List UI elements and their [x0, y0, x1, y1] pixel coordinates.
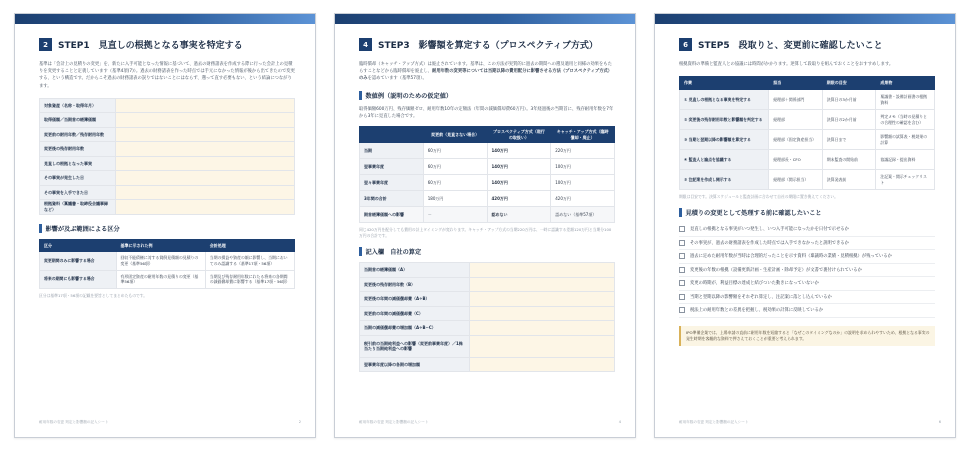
entry-field[interactable] — [116, 200, 295, 215]
table-note: 同じ420万円を配分しても費用の計上タイミングが変わります。キャッチ・アップ方式の当期220万円は、一時に認識する差額120万円と当期分100万円の合計です。 — [359, 227, 612, 239]
intro-emphasis: 耐用年数の変更等については当期以降の費用配分に影響させる方法（プロスペクティブ方式）のみ — [359, 69, 613, 82]
form-row — [40, 171, 295, 186]
form-row — [360, 306, 615, 321]
checklist-text: 当期と翌期以降の影響額をそれぞれ算定し、注記案に落とし込んでいるか — [690, 294, 832, 300]
impact-table — [39, 239, 295, 289]
table-note: 区分は基準17項・56項の記載を要旨としてまとめたものです。 — [39, 292, 148, 298]
form-row — [40, 127, 295, 142]
form-row — [360, 292, 615, 307]
form-label: 変更前の年間の減価償却費（C） — [360, 306, 470, 321]
form-label: 取得価額／当期首の帳簿価額 — [40, 113, 116, 128]
row-header: 当期 — [360, 143, 424, 159]
table-row — [680, 110, 935, 130]
page-header-bar — [335, 14, 635, 24]
form-row — [40, 185, 295, 200]
column-header: 区分 — [40, 239, 117, 252]
row-header: 3年間の合計 — [360, 191, 424, 207]
calculation-entry-form — [359, 262, 615, 372]
entry-field[interactable] — [470, 321, 615, 336]
table-row — [680, 150, 935, 170]
row-header: ③ 当期と翌期以降の影響額を算定する — [680, 130, 769, 150]
entry-field[interactable] — [116, 98, 295, 113]
table-row — [360, 207, 615, 223]
entry-field[interactable] — [116, 142, 295, 157]
table-cell: 注記案・開示チェックリスト — [876, 170, 935, 190]
form-label: 変更後の年間の減価償却費（A÷B） — [360, 292, 470, 307]
table-row — [40, 252, 295, 270]
table-cell: 経理部（開示担当） — [769, 170, 823, 190]
table-cell: 回収不能債権に対する貸倒見積額の見積りの変更（基準56項） — [116, 252, 205, 270]
entry-field[interactable] — [470, 277, 615, 292]
intro-paragraph: 基準は「会計上の見積りの変更」を、新たに入手可能となった情報に基づいて、過去の財務諸表を作成する際に行った会計上の見積りを変更することと定義しています（基準4項(7)）。過去の財務諸表を作った時点では手元になかった情報が後から出てきたので変更する、という構造です。だからこそ過去の財務諸表の誤りではないことにはならず、遡って直す必要もない、という結論につながります。 — [39, 62, 295, 89]
column-header: キャッチ・アップ方式（臨時償却・廃止） — [551, 127, 615, 143]
section-heading — [679, 208, 935, 217]
step-heading — [679, 38, 935, 51]
checklist-text: 変更後の年数の根拠（設備更新計画・生産計画・除却予定）が文書で裏付けられているか — [690, 267, 862, 273]
step-number-badge: 6 — [679, 38, 692, 51]
entry-field[interactable] — [116, 185, 295, 200]
checklist-text: 変更の時期が、利益目標の達成と結びついた動きになっていないか — [690, 281, 819, 287]
column-header: 基準に示された例 — [116, 239, 205, 252]
footer-title: 耐用年数の変更 判定と影響額の記入シート — [359, 420, 429, 424]
entry-field[interactable] — [470, 357, 615, 372]
column-header: 会計処理 — [205, 239, 294, 252]
column-header — [360, 127, 424, 143]
form-label: 対象資産（名称・取得年月） — [40, 98, 116, 113]
table-row — [40, 270, 295, 288]
table-cell: 決算日の2か月前 — [822, 110, 876, 130]
table-row — [360, 143, 615, 159]
form-row — [40, 156, 295, 171]
page-footer — [39, 420, 301, 425]
page-number: 6 — [938, 420, 941, 424]
step-number-badge: 4 — [359, 38, 372, 51]
row-header: ② 変更後の残存耐用年数と影響額を判定する — [680, 110, 769, 130]
page-header-bar — [15, 14, 315, 24]
intro-paragraph — [359, 61, 615, 83]
form-label: 翌事業年度以降の各期の増加額 — [360, 357, 470, 372]
checkbox[interactable] — [679, 267, 685, 273]
heading-accent — [359, 247, 362, 256]
checkbox[interactable] — [679, 280, 685, 286]
entry-field[interactable] — [470, 292, 615, 307]
form-label: 根拠資料（稟議書・取締役会議事録など） — [40, 200, 116, 215]
form-row — [40, 142, 295, 157]
step-number-badge: 2 — [39, 38, 52, 51]
table-cell: 140万円 — [487, 175, 551, 191]
intro-text: 臨時償却（キャッチ・アップ方式）は廃止されています。基準は、この方法が実質的に過去の期間への遡及適用と同様の効果をもたらすことなどから臨時償却を廃止し、 — [359, 62, 612, 75]
table-cell: 180万円 — [423, 191, 487, 207]
row-header: 将来の期間にも影響する場合 — [40, 270, 117, 288]
page-number: 4 — [618, 420, 621, 424]
row-header: 変更期間のみに影響する場合 — [40, 252, 117, 270]
table-cell: 220万円 — [551, 143, 615, 159]
heading-accent — [679, 208, 682, 217]
form-label: 見直しの根拠となった事実 — [40, 156, 116, 171]
section-heading — [39, 224, 295, 233]
step-heading — [39, 38, 295, 51]
row-header: ⑤ 注記案を作成し開示する — [680, 170, 769, 190]
step-title: STEP3 影響額を算定する（プロスペクティブ方式） — [378, 41, 598, 51]
form-row — [360, 321, 615, 336]
column-header: 期限の目安 — [822, 77, 876, 90]
table-cell: 420万円 — [487, 191, 551, 207]
footer-title: 耐用年数の変更 判定と影響額の記入シート — [679, 420, 749, 424]
footer-title: 耐用年数の変更 判定と影響額の記入シート — [39, 420, 109, 424]
page-content — [359, 38, 615, 372]
form-row — [40, 200, 295, 215]
checkbox[interactable] — [679, 226, 685, 232]
calc-description: 取得価額600万円、残存価額ゼロ、耐用年数10年の定額法（年間の減価償却費60万円）。3年経過後の当期首に、残存耐用年数を7年から3年に見直した場合です。 — [359, 106, 614, 119]
document-page-step3 — [334, 13, 636, 438]
checklist-text: 見直しの根拠となる事実がいつ発生し、いつ入手可能になったかを日付で示せるか — [690, 227, 849, 233]
schedule-table — [679, 76, 935, 190]
entry-field[interactable] — [470, 335, 615, 357]
form-row — [360, 357, 615, 372]
table-cell: － — [423, 207, 487, 223]
entry-field[interactable] — [470, 306, 615, 321]
page-content — [679, 38, 935, 346]
table-cell: 影響額の試算表・税効果の計算 — [876, 130, 935, 150]
form-row — [360, 335, 615, 357]
table-cell: 決算日の3か月前 — [822, 90, 876, 110]
form-label: 当期の減価償却費の増加額（A÷B−C） — [360, 321, 470, 336]
table-row — [680, 170, 935, 190]
checklist-item — [679, 277, 935, 291]
page-header-bar — [655, 14, 955, 24]
section-heading — [359, 91, 615, 100]
checklist-heading: 見積りの変更として処理する前に確認したいこと — [685, 210, 822, 218]
table-cell: 100万円 — [551, 175, 615, 191]
row-header: ④ 監査人と論点を協議する — [680, 150, 769, 170]
form-label: 変更後の残存耐用年数（B） — [360, 277, 470, 292]
form-label: 税引前の当期純利益への影響（変更前事業年度）／1株当たり当期純利益への影響 — [360, 335, 470, 357]
page-number: 2 — [298, 420, 301, 424]
entry-field[interactable] — [116, 171, 295, 186]
row-header: 翌事業年度 — [360, 159, 424, 175]
table-row — [360, 191, 615, 207]
column-header: プロスペクティブ方式（現行の取扱い） — [487, 127, 551, 143]
form-label: 変更後の残存耐用年数 — [40, 142, 116, 157]
checklist-text: その事実が、過去の財務諸表を作成した時点では入手できなかったと説明できるか — [690, 240, 849, 246]
form-row — [40, 113, 295, 128]
intro-paragraph: 根拠資料の準備と監査人との協議には時間がかかります。逆算して段取りを組んでおくことをおすすめします。 — [679, 62, 894, 67]
table-cell: 経理部 — [769, 110, 823, 130]
heading-accent — [359, 91, 362, 100]
comparison-table — [359, 126, 615, 223]
table-cell: 期末監査の開始前 — [822, 150, 876, 170]
checklist-item — [679, 304, 935, 318]
column-header: 変更前（見直さない場合） — [423, 127, 487, 143]
step-title: STEP1 見直しの根拠となる事実を特定する — [58, 41, 243, 51]
column-header: 担当 — [769, 77, 823, 90]
step-title: STEP5 段取りと、変更前に確認したいこと — [698, 41, 883, 51]
table-cell: 決算日まで — [822, 130, 876, 150]
form-label: その事実が発生した日 — [40, 171, 116, 186]
table-cell: 60万円 — [423, 143, 487, 159]
checklist — [679, 223, 935, 318]
entry-field[interactable] — [470, 263, 615, 278]
table-cell: 協議記録・提出資料 — [876, 150, 935, 170]
table-cell: 判定メモ（当時の見積りとの合理性の確認を含む） — [876, 110, 935, 130]
row-header: 期首帳簿価額への影響 — [360, 207, 424, 223]
checklist-text: 税法上の耐用年数との差異を把握し、税効果の計算に反映しているか — [690, 308, 824, 314]
entry-field[interactable] — [116, 156, 295, 171]
entry-field[interactable] — [116, 127, 295, 142]
form-row — [40, 98, 295, 113]
table-cell: 決算発表前 — [822, 170, 876, 190]
table-cell: 60万円 — [423, 175, 487, 191]
form-label: 当期首の帳簿価額（A） — [360, 263, 470, 278]
table-cell: 当期の損益や資産の額に影響し、当期においてのみ認識する（基準17項・56項） — [205, 252, 294, 270]
table-cell: 経理部（固定資産担当） — [769, 130, 823, 150]
column-header: 成果物 — [876, 77, 935, 90]
checklist-item — [679, 223, 935, 237]
fact-entry-form — [39, 98, 295, 215]
checkbox[interactable] — [679, 307, 685, 313]
table-cell: 100万円 — [551, 159, 615, 175]
intro-tail: を認めています（基準57項）。 — [367, 76, 427, 82]
row-header: ① 見直しの根拠となる事実を特定する — [680, 90, 769, 110]
checklist-item — [679, 291, 935, 305]
calc-heading: 数値例（説明のための仮定値） — [365, 92, 453, 100]
checklist-text: 過去に定めた耐用年数が当時は合理的だったことを示す資料（稟議時の業績・見積根拠）が残っているか — [690, 254, 892, 260]
table-cell: 有形固定資産の耐用年数の見積りの変更（基準56項） — [116, 270, 205, 288]
table-cell: 140万円 — [487, 159, 551, 175]
step-heading — [359, 38, 615, 51]
ipo-callout: IPO準備企業では、上場申請の直前に耐用年数を短縮すると「なぜこのタイミングなのか」の説明を求められやすいため、根拠となる事実の発生時期を客観的な資料で押さえておくことが重要と考えられます。 — [679, 326, 935, 346]
impact-heading: 影響が及ぶ範囲による区分 — [45, 225, 120, 233]
table-cell: 140万円 — [487, 143, 551, 159]
page-footer — [359, 420, 621, 425]
heading-accent — [39, 224, 42, 233]
page-content — [39, 38, 295, 299]
checklist-item — [679, 237, 935, 251]
table-note: 期限は目安です。決算スケジュールと監査計画に合わせて自社の期限に置き換えてください。 — [679, 194, 838, 200]
table-cell: 当期及び残存耐用年数にわたる将来の各期間の減価償却費に影響する（基準17項・56項） — [205, 270, 294, 288]
table-row — [680, 90, 935, 110]
table-cell: 経理部＋関係部門 — [769, 90, 823, 110]
table-cell: 420万円 — [551, 191, 615, 207]
checklist-item — [679, 250, 935, 264]
table-cell: 60万円 — [423, 159, 487, 175]
table-row — [680, 130, 935, 150]
row-header: 翌々事業年度 — [360, 175, 424, 191]
checkbox[interactable] — [679, 240, 685, 246]
checklist-item — [679, 264, 935, 278]
page-footer — [679, 420, 941, 425]
section-heading — [359, 247, 615, 256]
table-cell: 稟議書・設備計画書の根拠資料 — [876, 90, 935, 110]
table-row — [360, 175, 615, 191]
document-page-step1 — [14, 13, 316, 438]
form-row — [360, 263, 615, 278]
table-cell: 経理部長・CFO — [769, 150, 823, 170]
form-label: その事実を入手できた日 — [40, 185, 116, 200]
record-heading: 記入欄 自社の算定 — [365, 249, 422, 257]
document-page-step5 — [654, 13, 956, 438]
entry-field[interactable] — [116, 113, 295, 128]
table-cell: 認めない — [487, 207, 551, 223]
form-row — [360, 277, 615, 292]
checkbox[interactable] — [679, 253, 685, 259]
table-cell: 認めない（基準57項） — [551, 207, 615, 223]
column-header: 作業 — [680, 77, 769, 90]
table-row — [360, 159, 615, 175]
form-label: 変更前の耐用年数／残存耐用年数 — [40, 127, 116, 142]
checkbox[interactable] — [679, 294, 685, 300]
